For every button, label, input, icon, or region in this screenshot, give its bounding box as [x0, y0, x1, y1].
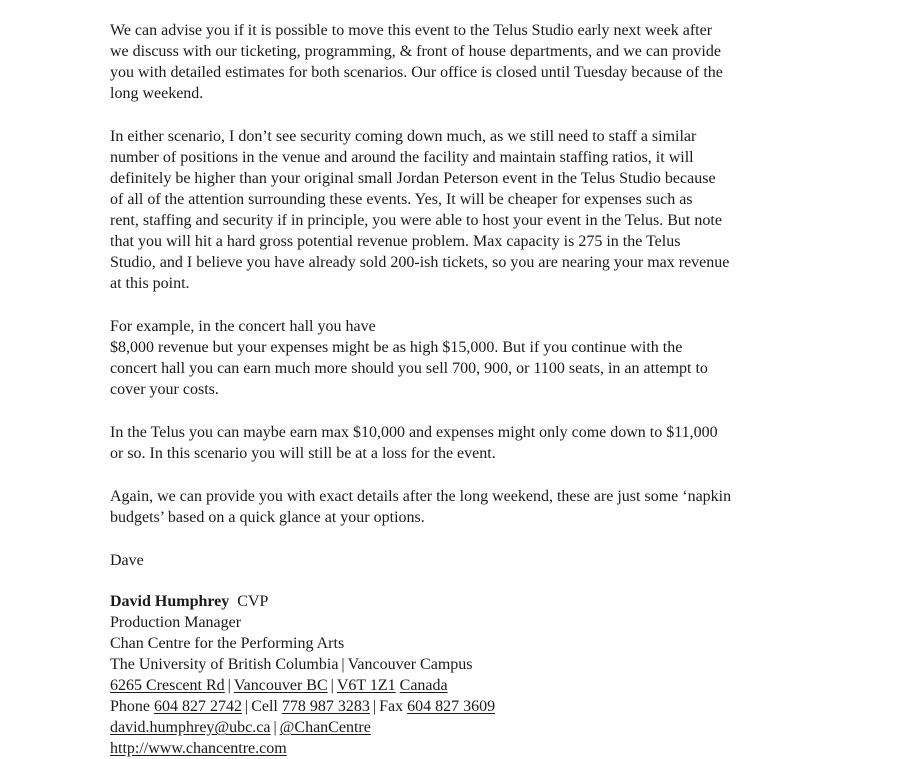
separator: | — [330, 677, 334, 694]
text-line: Studio, and I believe you have already sold 200-ish tickets, so you are nearing your max revenue — [110, 254, 730, 271]
separator: | — [341, 656, 345, 673]
signature-credential: CVP — [237, 593, 269, 610]
text-line: In the Telus you can maybe earn max $10,000 and expenses might only come down to $11,000 — [110, 424, 718, 441]
website-link[interactable]: http://www.chancentre.com — [110, 740, 287, 757]
address-street-link[interactable]: 6265 Crescent Rd — [110, 677, 225, 694]
signature-name: David Humphrey — [110, 593, 230, 610]
cell-link[interactable]: 778 987 3283 — [281, 698, 370, 715]
address-country-link[interactable]: Canada — [399, 677, 448, 694]
address-city-link[interactable]: Vancouver BC — [233, 677, 328, 694]
signature-university: The University of British Columbia — [110, 656, 339, 673]
signature-title: Production Manager — [110, 614, 242, 631]
text-line: concert hall you can earn much more should you sell 700, 900, or 1100 seats, in an attempt to — [110, 360, 708, 377]
signoff: Dave — [110, 552, 144, 569]
separator: | — [227, 677, 231, 694]
text-line: or so. In this scenario you will still be at a loss for the event. — [110, 445, 496, 462]
text-line: long weekend. — [110, 85, 204, 102]
phone-link[interactable]: 604 827 2742 — [154, 698, 242, 715]
text-line: Again, we can provide you with exact details after the long weekend, these are just some ‘napkin — [110, 488, 732, 505]
text-line: number of positions in the venue and around the facility and maintain staffing ratios, it will — [110, 149, 694, 166]
text-line: definitely be higher than your original small Jordan Peterson event in the Telus Studio because — [110, 170, 716, 187]
email-signature — [110, 591, 810, 759]
text-line: that you will hit a hard gross potential revenue problem. Max capacity is 275 in the Telus — [110, 233, 681, 250]
separator: | — [372, 698, 377, 715]
paragraph-concert-hall — [110, 316, 810, 400]
text-line: we discuss with our ticketing, programming, & front of house departments, and we can provide — [110, 43, 721, 60]
signature-university-line — [110, 654, 810, 675]
text-line: you with detailed estimates for both scenarios. Our office is closed until Tuesday because of the — [110, 64, 723, 81]
text-line: at this point. — [110, 275, 190, 292]
paragraph-telus — [110, 422, 810, 464]
cell-label: Cell — [251, 698, 278, 715]
twitter-link[interactable]: @ChanCentre — [279, 719, 371, 736]
text-line: of all of the attention surrounding these events. Yes, It will be cheaper for expenses such as — [110, 191, 693, 208]
signature-address-line[interactable] — [110, 675, 810, 696]
separator: | — [273, 719, 277, 736]
phone-label: Phone — [110, 698, 150, 715]
text-line: rent, staffing and security if in principle, you were able to host your event in the Telus. But note — [110, 212, 722, 229]
text-line: For example, in the concert hall you have — [110, 318, 376, 335]
fax-label: Fax — [379, 698, 404, 715]
fax-link[interactable]: 604 827 3609 — [407, 698, 496, 715]
paragraph-advise — [110, 20, 810, 104]
text-line: In either scenario, I don’t see security coming down much, as we still need to staff a similar — [110, 128, 697, 145]
separator: | — [245, 698, 249, 715]
text-line: We can advise you if it is possible to move this event to the Telus Studio early next week after — [110, 22, 713, 39]
paragraph-napkin-budgets — [110, 486, 810, 528]
paragraph-security — [110, 126, 810, 294]
text-line: budgets’ based on a quick glance at your options. — [110, 509, 425, 526]
letter-body — [110, 20, 810, 759]
signature-phone-line — [110, 696, 810, 717]
signature-organization: Chan Centre for the Performing Arts — [110, 635, 345, 652]
signature-name-line — [110, 591, 810, 612]
address-postal-link[interactable]: V6T 1Z1 — [336, 677, 396, 694]
text-line: cover your costs. — [110, 381, 219, 398]
text-line: $8,000 revenue but your expenses might be as high $15,000. But if you continue with the — [110, 339, 683, 356]
email-link[interactable]: david.humphrey@ubc.ca — [110, 719, 271, 736]
signature-contact-line — [110, 717, 810, 738]
signature-campus: Vancouver Campus — [347, 656, 473, 673]
